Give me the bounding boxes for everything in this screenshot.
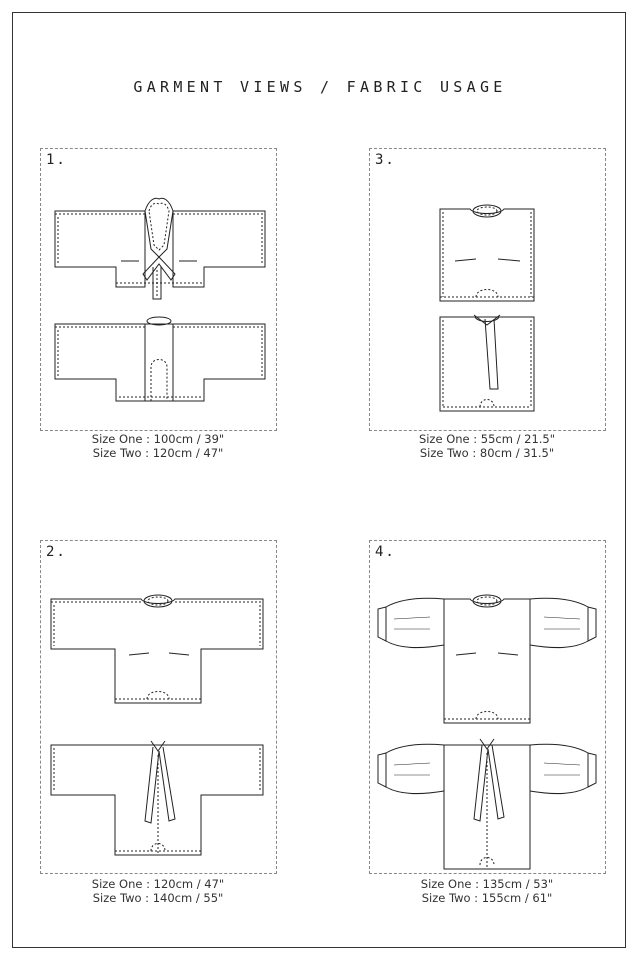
top-front-drawing: [51, 595, 263, 703]
fabric-usage-2: [40, 877, 276, 905]
jacket-front-drawing: [55, 198, 265, 299]
page-title: GARMENT VIEWS / FABRIC USAGE: [133, 78, 507, 96]
view-1-illustration: [41, 149, 278, 432]
view-number: 3.: [375, 152, 396, 168]
vest-front-drawing: [440, 205, 534, 301]
size-two-usage: Size Two : 155cm / 61": [421, 891, 553, 905]
size-one-usage: Size One : 100cm / 39": [91, 432, 225, 446]
garment-view-3: [369, 148, 606, 431]
garment-view-2: [40, 540, 277, 874]
size-two-usage: Size Two : 80cm / 31.5": [419, 446, 555, 460]
view-number: 4.: [375, 544, 396, 560]
vest-back-drawing: [440, 315, 534, 411]
top-back-drawing: [51, 741, 263, 855]
view-4-illustration: [370, 541, 607, 875]
garment-view-1: [40, 148, 277, 431]
view-3-illustration: [370, 149, 607, 432]
balloon-sleeve-back-drawing: [378, 739, 596, 869]
view-number: 1.: [46, 152, 67, 168]
view-2-illustration: [41, 541, 278, 875]
fabric-usage-1: [40, 432, 276, 460]
garment-view-4: [369, 540, 606, 874]
view-number: 2.: [46, 544, 67, 560]
fabric-usage-3: [369, 432, 605, 460]
size-one-usage: Size One : 55cm / 21.5": [418, 432, 556, 446]
size-two-usage: Size Two : 140cm / 55": [92, 891, 224, 905]
fabric-usage-4: [369, 877, 605, 905]
jacket-back-drawing: [55, 317, 265, 401]
size-one-usage: Size One : 135cm / 53": [420, 877, 554, 891]
size-two-usage: Size Two : 120cm / 47": [92, 446, 224, 460]
balloon-sleeve-front-drawing: [378, 595, 596, 723]
size-one-usage: Size One : 120cm / 47": [91, 877, 225, 891]
